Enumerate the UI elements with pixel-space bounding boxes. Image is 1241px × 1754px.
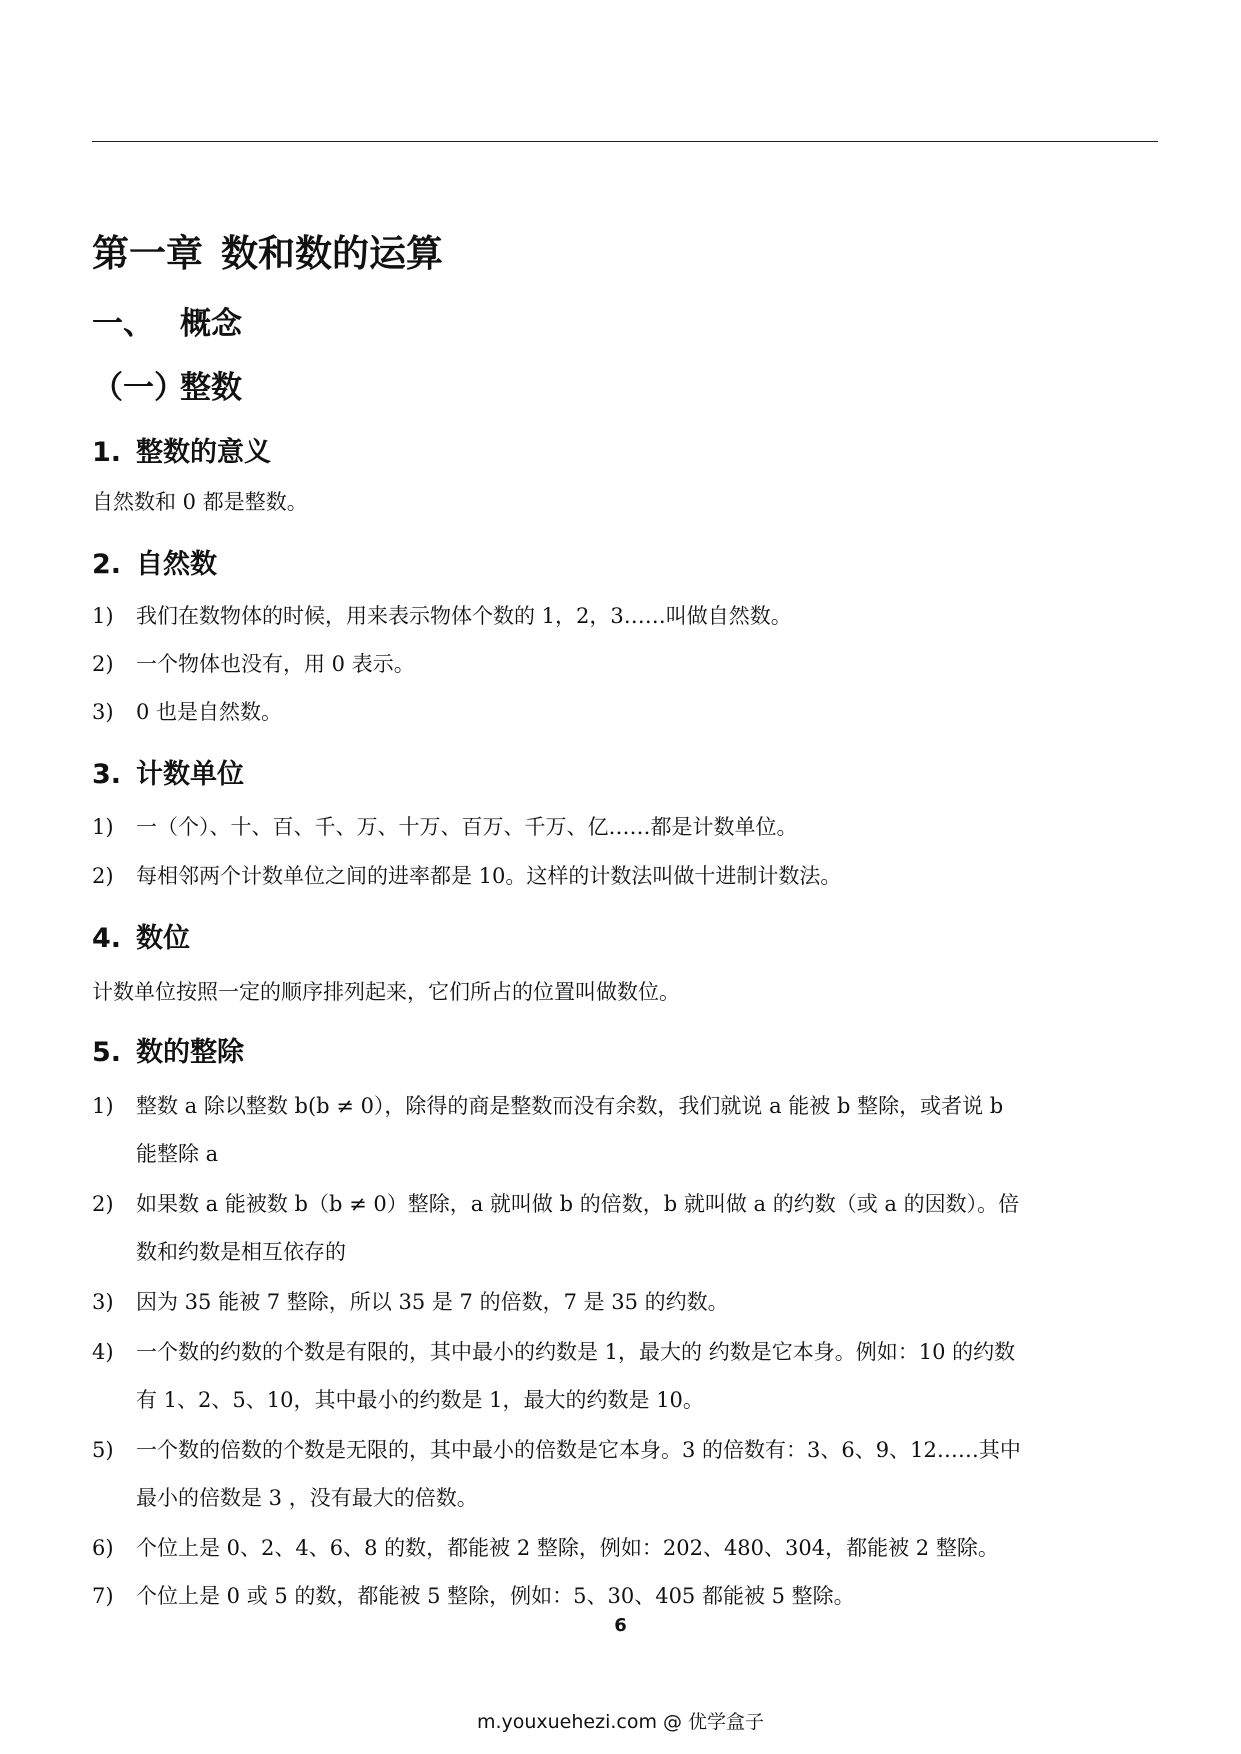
item-text-continued: 最小的倍数是 3 ，没有最大的倍数。 [136,1486,478,1510]
topic-title: 数位 [136,923,190,954]
topic-title: 计数单位 [136,759,244,790]
list-item [92,852,1162,900]
item-number: 6) [92,1536,114,1560]
item-text: 整数 a 除以整数 b(b ≠ 0），除得的商是整数而没有余数，我们就说 a 能被 b 整除，或者说 b [136,1094,1004,1118]
chapter-heading [92,223,443,277]
chapter-title: 数和数的运算 [221,232,443,275]
item-text: 一个数的约数的个数是有限的，其中最小的约数是 1，最大的 约数是它本身。例如：10 的约数 [136,1340,1016,1364]
item-text: 一（个）、十、百、千、万、十万、百万、千万、亿……都是计数单位。 [136,815,798,839]
topic-heading-4 [92,916,190,955]
topic-number: 2. [92,549,122,580]
item-text: 一个数的倍数的个数是无限的，其中最小的倍数是它本身。3 的倍数有：3、6、9、12……其中 [136,1438,1021,1462]
item-text: 因为 35 能被 7 整除，所以 35 是 7 的倍数，7 是 35 的约数。 [136,1290,729,1314]
topic-paragraph-4: 计数单位按照一定的顺序排列起来，它们所占的位置叫做数位。 [92,980,680,1004]
item-text: 个位上是 0、2、4、6、8 的数，都能被 2 整除，例如：202、480、304，都能被 2 整除。 [136,1536,999,1560]
subsection-title: 整数 [180,370,242,406]
item-text-continued: 能整除 a [136,1142,219,1166]
topic-number: 4. [92,923,122,954]
section-heading [92,298,242,343]
topic-heading-5 [92,1030,244,1069]
item-number: 5) [92,1438,114,1462]
item-text: 一个物体也没有，用 0 表示。 [136,652,415,676]
topic-number: 3. [92,759,122,790]
topic-heading-1 [92,430,271,469]
list-item [92,688,1162,736]
item-text: 个位上是 0 或 5 的数，都能被 5 整除，例如：5、30、405 都能被 5 整除。 [136,1584,855,1608]
item-number: 1) [92,604,114,628]
list-item [92,1426,1162,1522]
topic-number: 5. [92,1037,122,1068]
topic-title: 数的整除 [136,1037,244,1068]
list-item [92,1082,1162,1178]
topic-heading-2 [92,542,217,581]
chapter-label: 第一章 [92,232,203,275]
item-number: 3) [92,1290,114,1314]
page-number: 6 [614,1615,627,1636]
list-item [92,803,1162,851]
topic-title: 整数的意义 [136,437,271,468]
item-number: 7) [92,1584,114,1608]
item-text: 我们在数物体的时候，用来表示物体个数的 1，2，3……叫做自然数。 [136,604,792,628]
topic-paragraph-1: 自然数和 0 都是整数。 [92,490,308,514]
item-number: 2) [92,652,114,676]
item-text-continued: 数和约数是相互依存的 [136,1240,346,1264]
section-number: 一、 [92,306,154,342]
item-text: 如果数 a 能被数 b（b ≠ 0）整除，a 就叫做 b 的倍数，b 就叫做 a 的约数（或 a 的因数）。倍 [136,1192,1020,1216]
subsection-heading [92,362,242,407]
topic-number: 1. [92,437,122,468]
subsection-number: （一） [92,370,185,406]
list-item [92,1524,1162,1572]
item-number: 1) [92,815,114,839]
header-rule [92,141,1158,142]
list-item [92,592,1162,640]
item-number: 2) [92,1192,114,1216]
item-number: 3) [92,700,114,724]
item-text: 每相邻两个计数单位之间的进率都是 10。这样的计数法叫做十进制计数法。 [136,864,842,888]
topic-title: 自然数 [136,549,217,580]
topic-heading-3 [92,752,244,791]
list-item [92,1572,1162,1620]
footer-watermark: m.youxuehezi.com @ 优学盒子 [476,1711,765,1733]
list-item [92,1180,1162,1276]
item-number: 1) [92,1094,114,1118]
item-number: 4) [92,1340,114,1364]
list-item [92,1278,1162,1326]
list-item [92,1328,1162,1424]
item-text: 0 也是自然数。 [136,700,283,724]
list-item [92,640,1162,688]
section-title: 概念 [180,306,242,342]
item-text-continued: 有 1、2、5、10，其中最小的约数是 1，最大的约数是 10。 [136,1388,704,1412]
item-number: 2) [92,864,114,888]
